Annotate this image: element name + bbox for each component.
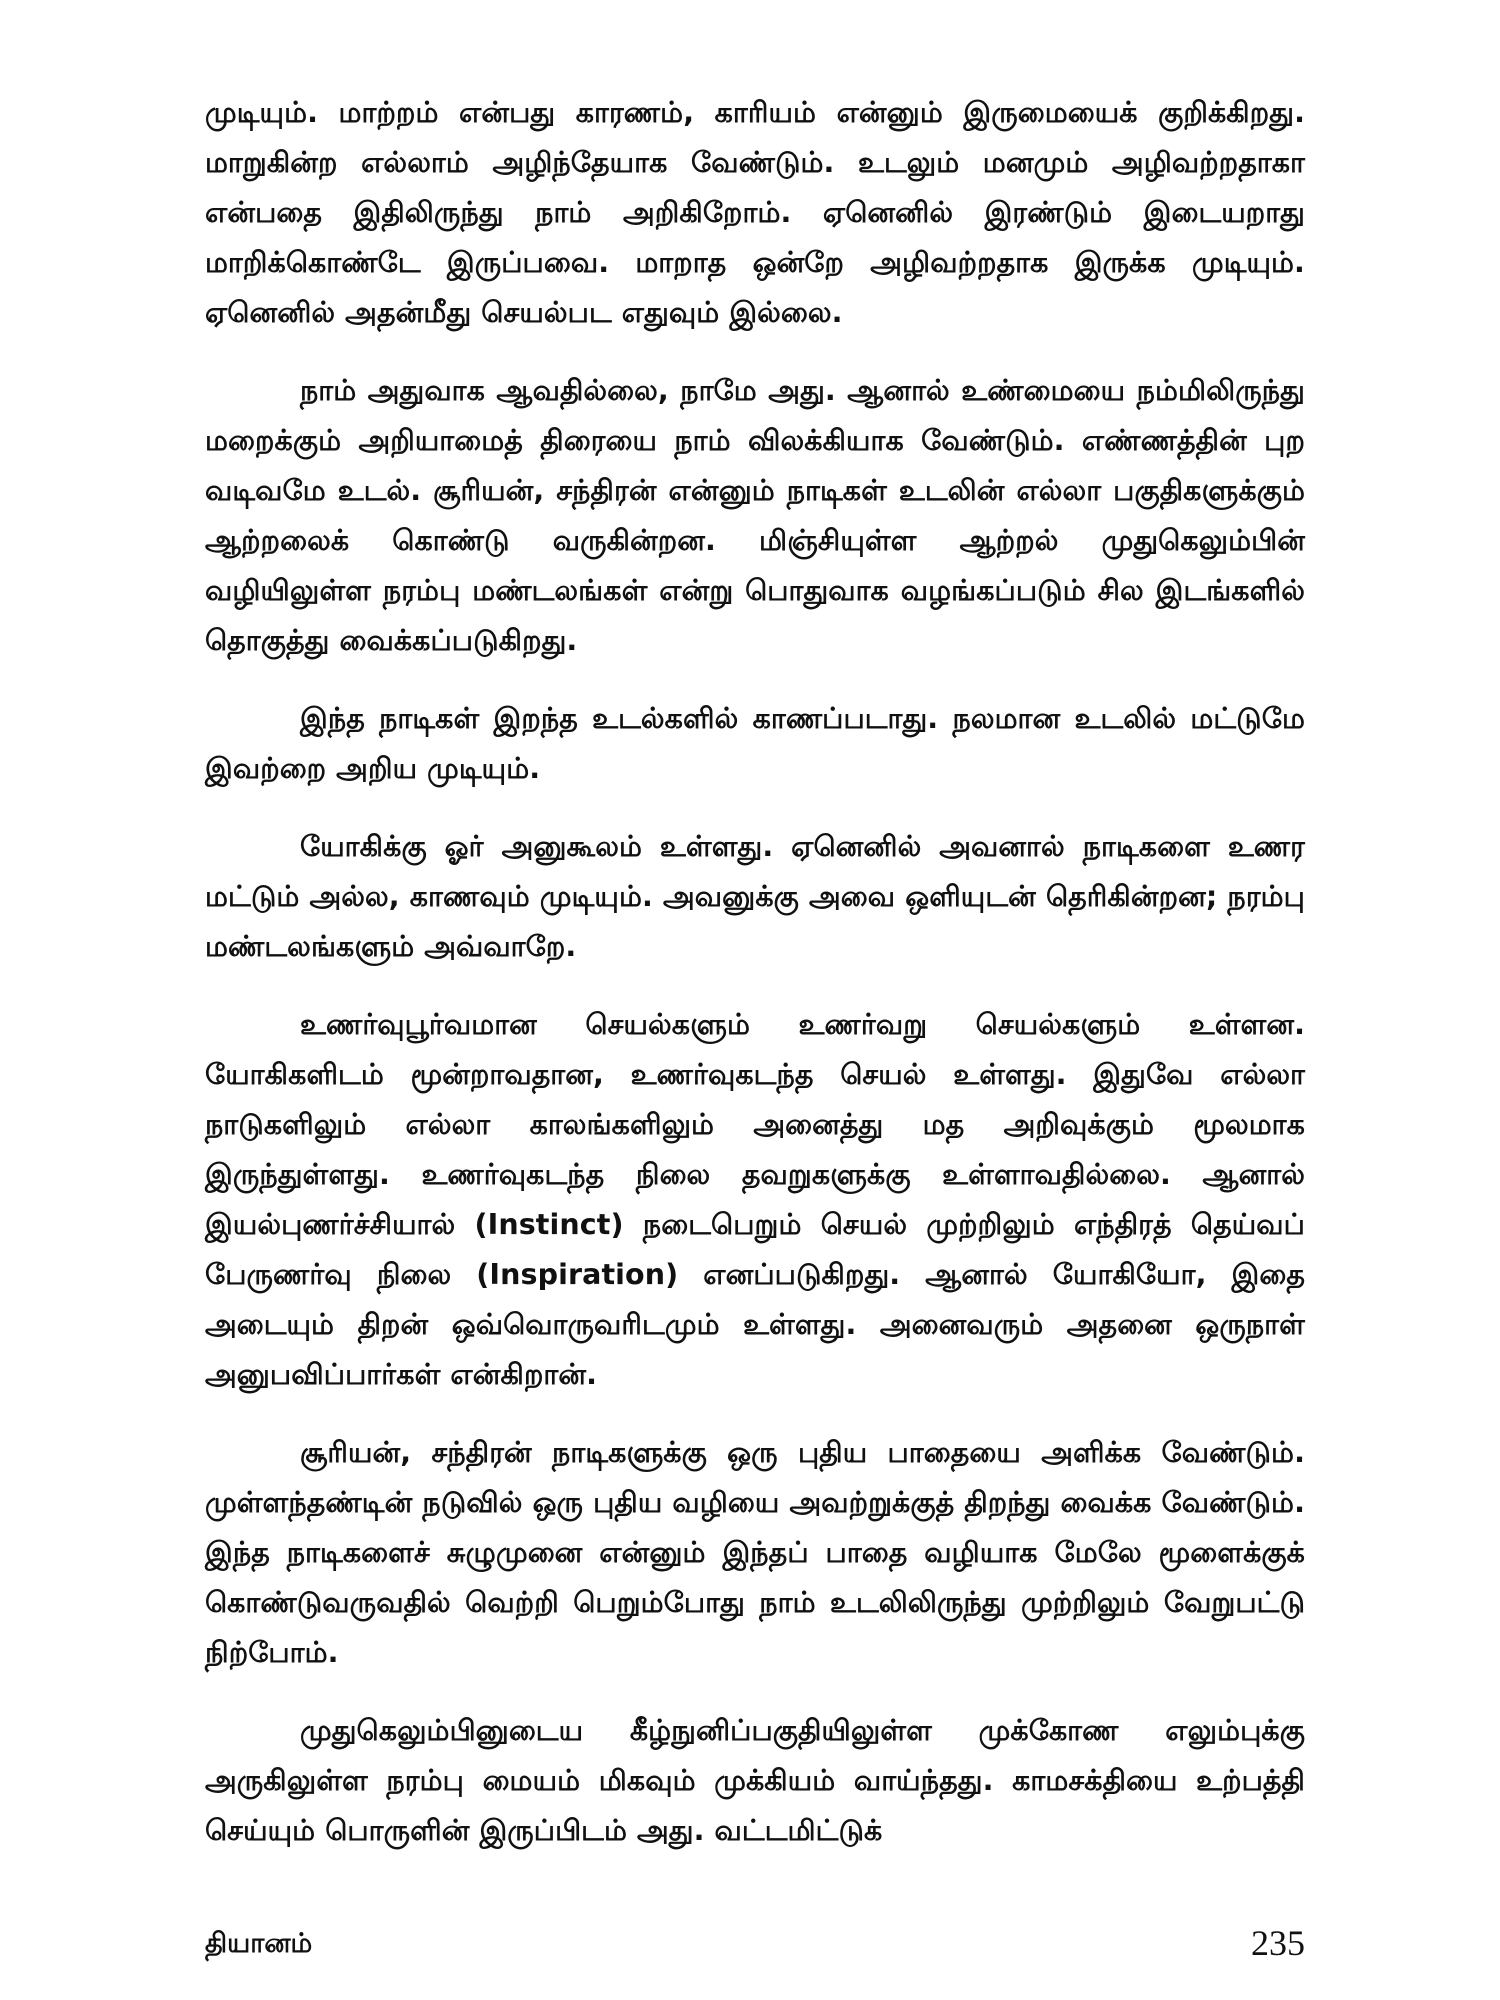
paragraph-1: முடியும். மாற்றம் என்பது காரணம், காரியம் என்னும் இருமையைக் குறிக்கிறது. மாறுகின்ற எல்லாம் அழிந்தேயாக வேண்டும். உடலும் மனமும் அழிவற்றதாகா என்பதை இதிலிருந்து நாம் அறிகிறோம். ஏனெனில் இரண்டும் இடையறாது மாறிக்கொண்டே இருப்பவை. மாறாத ஒன்றே அழிவற்றதாக இருக்க முடியும். ஏனெனில் அதன்மீது செயல்பட எதுவும் இல்லை.	[205, 96, 1305, 329]
paragraph-2: நாம் அதுவாக ஆவதில்லை, நாமே அது. ஆனால் உண்மையை நம்மிலிருந்து மறைக்கும் அறியாமைத் திரையை நாம் விலக்கியாக வேண்டும். எண்ணத்தின் புற வடிவமே உடல். சூரியன், சந்திரன் என்னும் நாடிகள் உடலின் எல்லா பகுதிகளுக்கும் ஆற்றலைக் கொண்டு வருகின்றன. மிஞ்சியுள்ள ஆற்றல் முதுகெலும்பின் வழியிலுள்ள நரம்பு மண்டலங்கள் என்று பொதுவாக வழங்கப்படும் சில இடங்களில் தொகுத்து வைக்கப்படுகிறது.	[205, 374, 1305, 657]
running-footer-title: தியானம்	[205, 1928, 313, 1959]
paragraph-4: யோகிக்கு ஓர் அனுகூலம் உள்ளது. ஏனெனில் அவனால் நாடிகளை உணர மட்டும் அல்ல, காணவும் முடியும். அவனுக்கு அவை ஒளியுடன் தெரிகின்றன; நரம்பு மண்டலங்களும் அவ்வாறே.	[205, 830, 1305, 963]
paragraph-3: இந்த நாடிகள் இறந்த உடல்களில் காணப்படாது. நலமான உடலில் மட்டுமே இவற்றை அறிய முடியும்.	[205, 702, 1305, 785]
paragraph-7: முதுகெலும்பினுடைய கீழ்நுனிப்பகுதியிலுள்ள முக்கோண எலும்புக்கு அருகிலுள்ள நரம்பு மையம் மிகவும் முக்கியம் வாய்ந்தது. காமசக்தியை உற்பத்தி செய்யும் பொருளின் இருப்பிடம் அது. வட்டமிட்டுக்	[205, 1714, 1305, 1847]
page-footer	[205, 1923, 1305, 1968]
paragraph-6: சூரியன், சந்திரன் நாடிகளுக்கு ஒரு புதிய பாதையை அளிக்க வேண்டும். முள்ளந்தண்டின் நடுவில் ஒரு புதிய வழியை அவற்றுக்குத் திறந்து வைக்க வேண்டும். இந்த நாடிகளைச் சுழுமுனை என்னும் இந்தப் பாதை வழியாக மேலே மூளைக்குக் கொண்டுவருவதில் வெற்றி பெறும்போது நாம் உடலிலிருந்து முற்றிலும் வேறுபட்டு நிற்போம்.	[205, 1436, 1305, 1669]
page-body	[205, 88, 1305, 1884]
paragraph-5: உணர்வுபூர்வமான செயல்களும் உணர்வறு செயல்களும் உள்ளன. யோகிகளிடம் மூன்றாவதான, உணர்வுகடந்த செயல் உள்ளது. இதுவே எல்லா நாடுகளிலும் எல்லா காலங்களிலும் அனைத்து மத அறிவுக்கும் மூலமாக இருந்துள்ளது. உணர்வுகடந்த நிலை தவறுகளுக்கு உள்ளாவதில்லை. ஆனால் இயல்புணர்ச்சியால் (Instinct) நடைபெறும் செயல் முற்றிலும் எந்திரத் தெய்வப் பேருணர்வு நிலை (Inspiration) எனப்படுகிறது. ஆனால் யோகியோ, இதை அடையும் திறன் ஒவ்வொருவரிடமும் உள்ளது. அனைவரும் அதனை ஒருநாள் அனுபவிப்பார்கள் என்கிறான்.	[205, 1008, 1305, 1391]
page-number: 235	[1251, 1923, 1305, 1963]
